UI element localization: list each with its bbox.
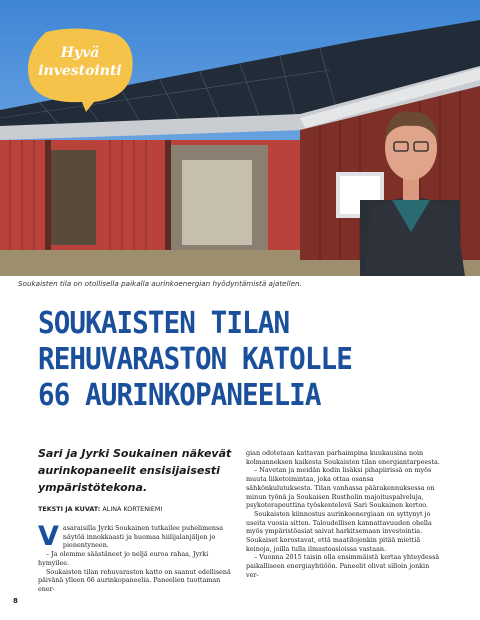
body-paragraph: Soukaisten tilan rehuvaraston katto on saanut edellisenä päivänä ylleen 66 aurinkopaneelia. Paneelien tuottaman ener- [38,567,231,593]
body-paragraph [38,521,234,552]
headline-line-2: REHUVARASTON KATOLLE [38,342,352,377]
body-text: asaraisilla Jyrki Soukainen tutkailee puhelimensa näytöä innokkaasti ja huomaa hiilijalanjäljen jo pienentyneen. [62,524,224,550]
article-headline [38,306,458,414]
body-column-2 [246,449,442,580]
headline-line-3: 66 AURINKOPANEELIA [38,378,321,413]
badge-line-2: investointi [38,63,122,79]
byline-author: ALINA KORTENIEMI [102,505,163,513]
badge-text [24,44,136,80]
body-paragraph: gian odotetaan kattavan parhaimpina kuukausina noin kolmanneksen kaikesta Soukaisten tilan energiantarpeesta. [246,449,440,466]
lead-paragraph: Sari ja Jyrki Soukainen näkevät aurinkopaneelit ensisijaisesti ympäristötekona. [38,447,232,494]
page-number: 8 [13,597,18,605]
drop-cap: V [38,521,59,552]
body-paragraph: – Navetan ja meidän kodin lisäksi pihapiirissä on myös muuta liiketoimintaa, joka ottaa osansa sähkönkulutuksesta. Tilan vanhassa päärakennuksessa on minun työnä ja Soukaisen Rustholin majoituspalveluja, psykoterapeuttina työskentelevä Sari Soukainen kertoo. [246,466,435,510]
body-column-1 [38,521,234,594]
body-paragraph: Soukaisten kiinnostus aurinkoenergiaan on syttynyt jo useita vuosia sitten. Taloudellisen kannattavuuden ohella myös ympäristöasiat saivat harkitsemaan investointia. Soukaiset korostavat, että maatilojenkin pitää miettiä keinoja, joilla tulla ilmastoasioissa vastaan. [246,509,432,553]
headline-line-1: SOUKAISTEN TILAN [38,306,290,341]
photo-caption: Soukaisten tila on otollisella paikalla aurinkoenergian hyödyntämistä ajatellen. [18,279,302,288]
badge [24,28,136,112]
body-paragraph: – Vuonna 2015 taisin olla ensimmäistä kertaa yhteydessä paikalliseen energiayhtiöön. Paneelit olivat silloin jonkin ver- [246,553,440,579]
badge-line-1: Hyvä [60,45,100,61]
byline [38,505,162,513]
body-paragraph: – Ja olemme säästäneet jo neljä euroa rahaa, Jyrki hymyilee. [38,550,209,567]
byline-label: TEKSTI JA KUVAT: [38,505,101,513]
